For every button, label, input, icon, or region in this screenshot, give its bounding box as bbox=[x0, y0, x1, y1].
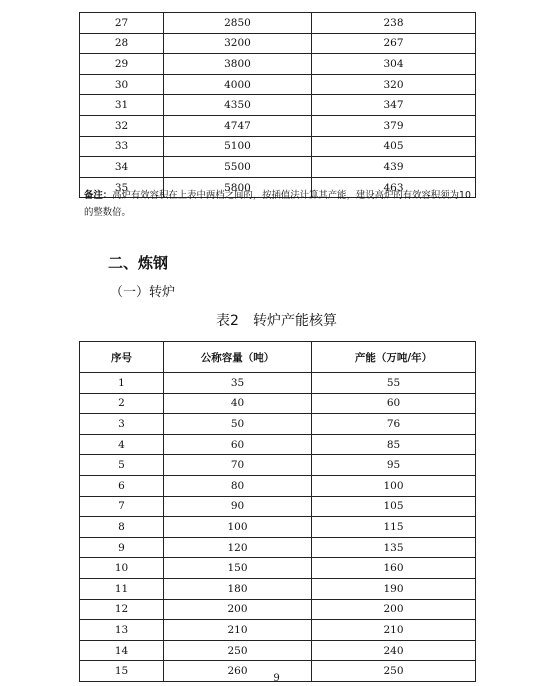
table-cell: 90 bbox=[164, 496, 312, 517]
table-cell: 3200 bbox=[164, 33, 312, 54]
header-index: 序号 bbox=[80, 342, 164, 373]
converter-capacity-table bbox=[79, 341, 476, 682]
table-row bbox=[80, 136, 476, 157]
table-cell: 347 bbox=[312, 95, 476, 116]
table-cell: 4350 bbox=[164, 95, 312, 116]
table-cell: 28 bbox=[80, 33, 164, 54]
table-cell: 5 bbox=[80, 455, 164, 476]
table-cell: 11 bbox=[80, 578, 164, 599]
table-cell: 32 bbox=[80, 115, 164, 136]
table-cell: 250 bbox=[164, 640, 312, 661]
table-cell: 34 bbox=[80, 157, 164, 178]
table-cell: 200 bbox=[312, 599, 476, 620]
table-cell: 12 bbox=[80, 599, 164, 620]
table-cell: 379 bbox=[312, 115, 476, 136]
table-cell: 85 bbox=[312, 434, 476, 455]
note-label: 备注： bbox=[84, 190, 113, 201]
table-cell: 4000 bbox=[164, 74, 312, 95]
table-cell: 150 bbox=[164, 558, 312, 579]
table-row bbox=[80, 434, 476, 455]
table-cell: 210 bbox=[164, 620, 312, 641]
table-cell: 135 bbox=[312, 537, 476, 558]
table-row bbox=[80, 157, 476, 178]
table-cell: 55 bbox=[312, 373, 476, 394]
table2-body bbox=[80, 373, 476, 682]
table-cell: 8 bbox=[80, 517, 164, 538]
table-cell: 3 bbox=[80, 414, 164, 435]
table-cell: 120 bbox=[164, 537, 312, 558]
table-cell: 160 bbox=[312, 558, 476, 579]
table-cell: 5800 bbox=[164, 177, 312, 198]
table-cell: 115 bbox=[312, 517, 476, 538]
subsection-heading: （一）转炉 bbox=[110, 285, 176, 300]
table-row bbox=[80, 640, 476, 661]
table-cell: 31 bbox=[80, 95, 164, 116]
table-cell: 7 bbox=[80, 496, 164, 517]
table-row bbox=[80, 414, 476, 435]
table-cell: 9 bbox=[80, 537, 164, 558]
table-row bbox=[80, 54, 476, 75]
table-cell: 304 bbox=[312, 54, 476, 75]
table-row bbox=[80, 455, 476, 476]
table2-header-row bbox=[80, 342, 476, 373]
table-cell: 250 bbox=[312, 661, 476, 682]
table-cell: 180 bbox=[164, 578, 312, 599]
table-row bbox=[80, 13, 476, 34]
table-cell: 60 bbox=[164, 434, 312, 455]
table-row bbox=[80, 599, 476, 620]
table-cell: 3800 bbox=[164, 54, 312, 75]
table-cell: 6 bbox=[80, 475, 164, 496]
table1-body bbox=[80, 13, 476, 198]
table-cell: 210 bbox=[312, 620, 476, 641]
table-cell: 267 bbox=[312, 33, 476, 54]
table-row bbox=[80, 537, 476, 558]
header-nominal-capacity: 公称容量（吨） bbox=[164, 342, 312, 373]
header-production-capacity: 产能（万吨/年） bbox=[312, 342, 476, 373]
table-cell: 76 bbox=[312, 414, 476, 435]
table-cell: 200 bbox=[164, 599, 312, 620]
table-cell: 2 bbox=[80, 393, 164, 414]
table-cell: 2850 bbox=[164, 13, 312, 34]
table-cell: 29 bbox=[80, 54, 164, 75]
table-cell: 1 bbox=[80, 373, 164, 394]
table-cell: 33 bbox=[80, 136, 164, 157]
table-cell: 405 bbox=[312, 136, 476, 157]
table-row bbox=[80, 517, 476, 538]
table-cell: 27 bbox=[80, 13, 164, 34]
section-heading: 二、炼钢 bbox=[108, 254, 169, 272]
note-text: 高炉有效容积在上表中两档之间的，按插值法计算其产能，建设高炉的有效容积须为10的整数倍。 bbox=[84, 190, 471, 218]
table-cell: 439 bbox=[312, 157, 476, 178]
blast-furnace-table-continued bbox=[79, 12, 476, 198]
page-number: 9 bbox=[273, 673, 280, 684]
table-cell: 190 bbox=[312, 578, 476, 599]
table-cell: 10 bbox=[80, 558, 164, 579]
table-cell: 100 bbox=[164, 517, 312, 538]
table-cell: 5100 bbox=[164, 136, 312, 157]
table-row bbox=[80, 95, 476, 116]
table-cell: 105 bbox=[312, 496, 476, 517]
table-cell: 5500 bbox=[164, 157, 312, 178]
table-cell: 13 bbox=[80, 620, 164, 641]
table-cell: 14 bbox=[80, 640, 164, 661]
table-cell: 50 bbox=[164, 414, 312, 435]
table-cell: 100 bbox=[312, 475, 476, 496]
table-row bbox=[80, 475, 476, 496]
table-row bbox=[80, 578, 476, 599]
table-cell: 80 bbox=[164, 475, 312, 496]
table-row bbox=[80, 74, 476, 95]
table-cell: 15 bbox=[80, 661, 164, 682]
table-cell: 320 bbox=[312, 74, 476, 95]
table-cell: 463 bbox=[312, 177, 476, 198]
table-cell: 40 bbox=[164, 393, 312, 414]
table-cell: 35 bbox=[164, 373, 312, 394]
table-row bbox=[80, 393, 476, 414]
table-cell: 95 bbox=[312, 455, 476, 476]
table-row bbox=[80, 496, 476, 517]
table-cell: 35 bbox=[80, 177, 164, 198]
table-cell: 260 bbox=[164, 661, 312, 682]
table-row bbox=[80, 558, 476, 579]
table-cell: 238 bbox=[312, 13, 476, 34]
table-row bbox=[80, 373, 476, 394]
table2-caption: 表2 转炉产能核算 bbox=[216, 313, 337, 329]
table-cell: 4747 bbox=[164, 115, 312, 136]
table-row bbox=[80, 620, 476, 641]
table-note bbox=[84, 187, 476, 221]
table-cell: 30 bbox=[80, 74, 164, 95]
table-cell: 70 bbox=[164, 455, 312, 476]
table-cell: 4 bbox=[80, 434, 164, 455]
table-row bbox=[80, 33, 476, 54]
table-cell: 60 bbox=[312, 393, 476, 414]
table-row bbox=[80, 115, 476, 136]
table-cell: 240 bbox=[312, 640, 476, 661]
